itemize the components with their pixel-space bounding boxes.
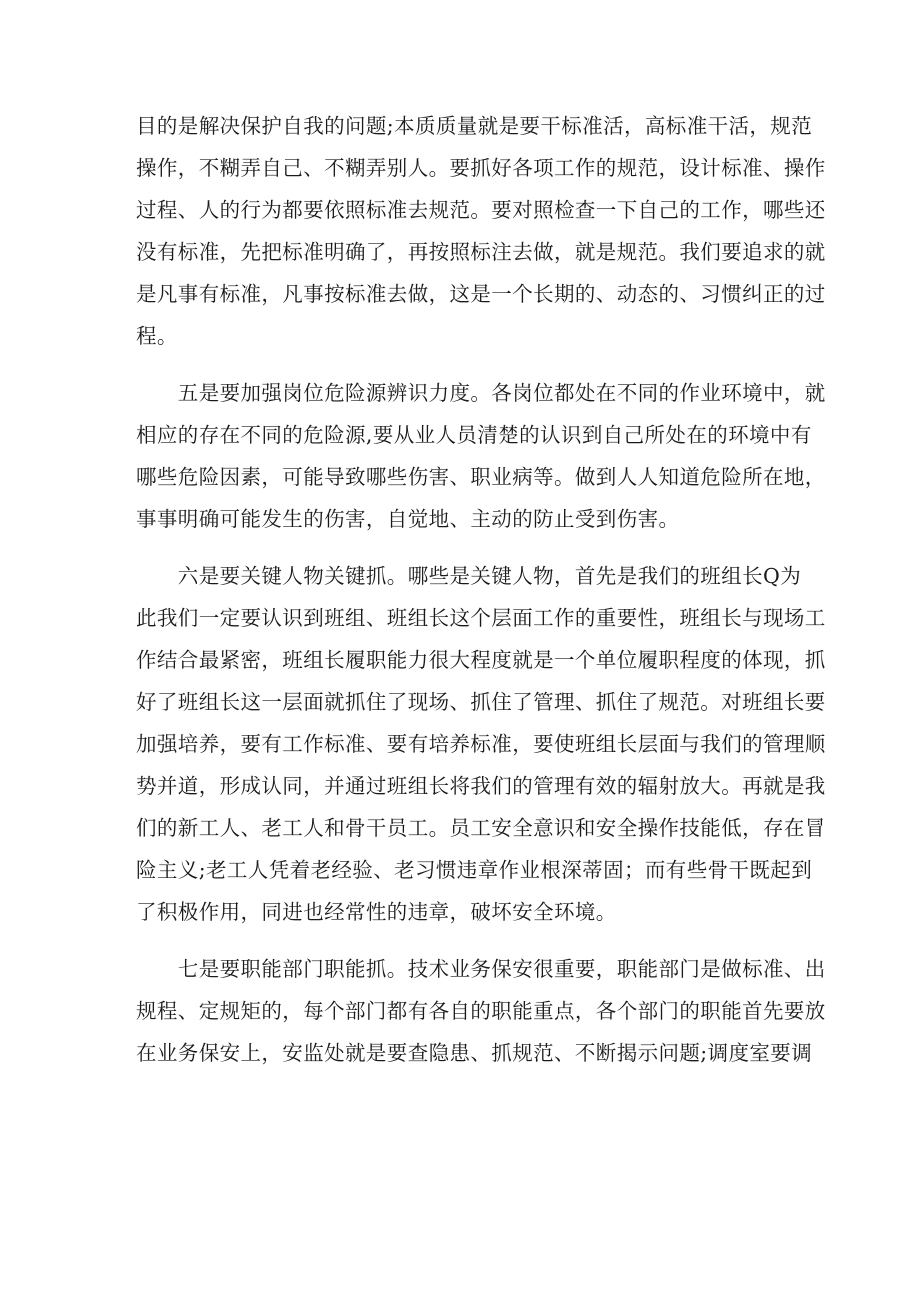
text-line: 此我们一定要认识到班组、班组长这个层面工作的重要性，班组长与现场工 bbox=[136, 606, 826, 630]
paragraph-gap bbox=[136, 357, 788, 372]
document-body bbox=[136, 105, 826, 1074]
paragraph-4 bbox=[136, 948, 826, 1074]
paragraph-3 bbox=[136, 555, 826, 933]
text-line: 好了班组长这一层面就抓住了现场、抓住了管理、抓住了规范。对班组长要 bbox=[136, 690, 826, 714]
text-line: 五是要加强岗位危险源辨识力度。各岗位都处在不同的作业环境中，就 bbox=[136, 381, 826, 405]
text-line: 操作，不糊弄自己、不糊弄别人。要抓好各项工作的规范，设计标准、操作 bbox=[136, 156, 826, 180]
paragraph-gap bbox=[136, 933, 788, 948]
text-line: 过程、人的行为都要依照标准去规范。要对照检查一下自己的工作，哪些还 bbox=[136, 198, 826, 222]
paragraph-1 bbox=[136, 105, 826, 357]
paragraph-gap bbox=[136, 540, 788, 555]
text-line: 事事明确可能发生的伤害，自觉地、主动的防止受到伤害。 bbox=[136, 507, 680, 531]
text-line: 七是要职能部门职能抓。技术业务保安很重要，职能部门是做标准、出 bbox=[136, 957, 826, 981]
text-line: 规程、定规矩的，每个部门都有各自的职能重点，各个部门的职能首先要放 bbox=[136, 999, 826, 1023]
text-line: 相应的存在不同的危险源,要从业人员清楚的认识到自己所处在的环境中有 bbox=[136, 423, 812, 447]
text-line: 是凡事有标准，凡事按标准去做，这是一个长期的、动态的、习惯纠正的过 bbox=[136, 282, 826, 306]
text-line: 险主义;老工人凭着老经验、老习惯违章作业根深蒂固；而有些骨干既起到 bbox=[136, 858, 813, 882]
text-line: 势并道，形成认同，并通过班组长将我们的管理有效的辐射放大。再就是我 bbox=[136, 774, 826, 798]
text-line: 在业务保安上，安监处就是要查隐患、抓规范、不断揭示问题;调度室要调 bbox=[136, 1041, 813, 1065]
paragraph-2 bbox=[136, 372, 826, 540]
text-line: 加强培养，要有工作标准、要有培养标准，要使班组长层面与我们的管理顺 bbox=[136, 732, 826, 756]
text-line: 哪些危险因素，可能导致哪些伤害、职业病等。做到人人知道危险所在地， bbox=[136, 465, 826, 489]
text-line: 们的新工人、老工人和骨干员工。员工安全意识和安全操作技能低，存在冒 bbox=[136, 816, 826, 840]
text-line: 目的是解决保护自我的问题;本质质量就是要干标准活，高标准干活，规范 bbox=[136, 114, 813, 138]
text-line: 程。 bbox=[136, 324, 178, 348]
text-line: 六是要关键人物关键抓。哪些是关键人物，首先是我们的班组长Q为 bbox=[136, 564, 802, 588]
text-line: 作结合最紧密，班组长履职能力很大程度就是一个单位履职程度的体现，抓 bbox=[136, 648, 826, 672]
text-line: 没有标准，先把标准明确了，再按照标注去做，就是规范。我们要追求的就 bbox=[136, 240, 826, 264]
text-line: 了积极作用，同进也经常性的违章，破坏安全环境。 bbox=[136, 900, 617, 924]
